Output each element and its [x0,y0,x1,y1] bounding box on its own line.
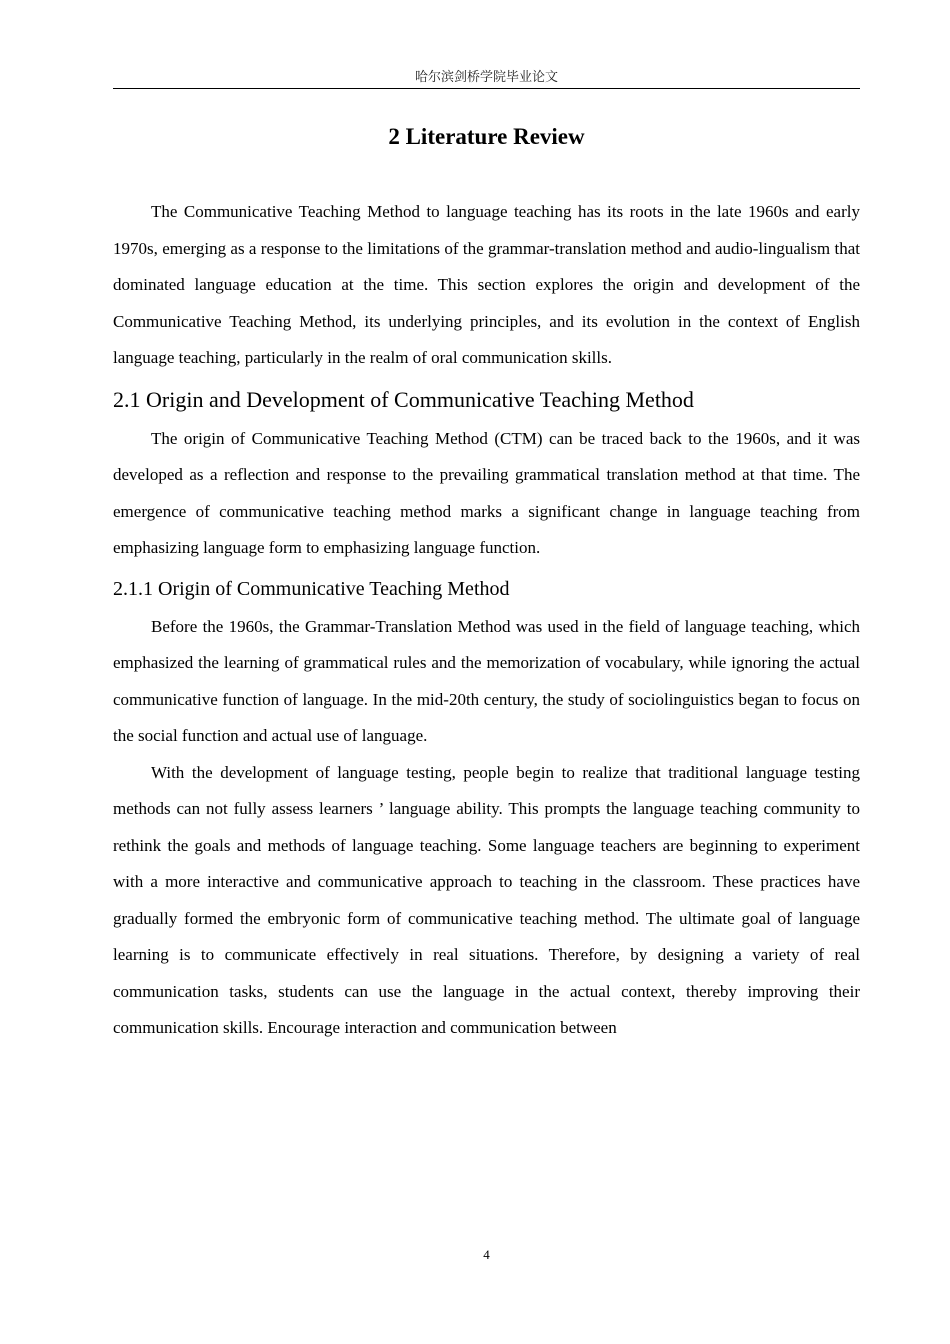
section-2-1-1-paragraph-2: With the development of language testing, people begin to realize that traditional language testing methods can not fully assess learners ’ language ability. This prompts the language teaching community to rethink the goals and methods of language teaching. Some language teachers are beginning to experiment with a more interactive and communicative approach to teaching in the classroom. These practices have gradually formed the embryonic form of communicative teaching method. The ultimate goal of language learning is to communicate effectively in real situations. Therefore, by designing a variety of real communication tasks, students can use the language in the actual context, thereby improving their communication skills. Encourage interaction and communication between [113,762,860,1037]
chapter-title: 2 Literature Review [388,124,585,149]
header-divider [113,88,860,89]
intro-paragraph: The Communicative Teaching Method to language teaching has its roots in the late 1960s and early 1970s, emerging as a response to the limitations of the grammar-translation method and audio-lingualism that dominated language education at the time. This section explores the origin and development of the Communicative Teaching Method, its underlying principles, and its evolution in the context of English language teaching, particularly in the realm of oral communication skills. [113,202,860,367]
document-body [113,194,860,1047]
section-heading-2-1-1: 2.1.1 Origin of Communicative Teaching Method [113,577,510,600]
section-heading-2-1: 2.1 Origin and Development of Communicative Teaching Method [113,386,694,412]
section-2-1-paragraph: The origin of Communicative Teaching Method (CTM) can be traced back to the 1960s, and it was developed as a reflection and response to the prevailing grammatical translation method at that time. The emergence of communicative teaching method marks a significant change in language teaching from emphasizing language form to emphasizing language function. [113,428,860,557]
page-header: 哈尔滨剑桥学院毕业论文 [414,70,558,85]
page-number: 4 [483,1247,490,1262]
section-2-1-1-paragraph-1: Before the 1960s, the Grammar-Translation Method was used in the field of language teaching, which emphasized the learning of grammatical rules and the memorization of vocabulary, while ignoring the actual communicative function of language. In the mid-20th century, the study of sociolinguistics began to focus on the social function and actual use of language. [113,616,860,745]
